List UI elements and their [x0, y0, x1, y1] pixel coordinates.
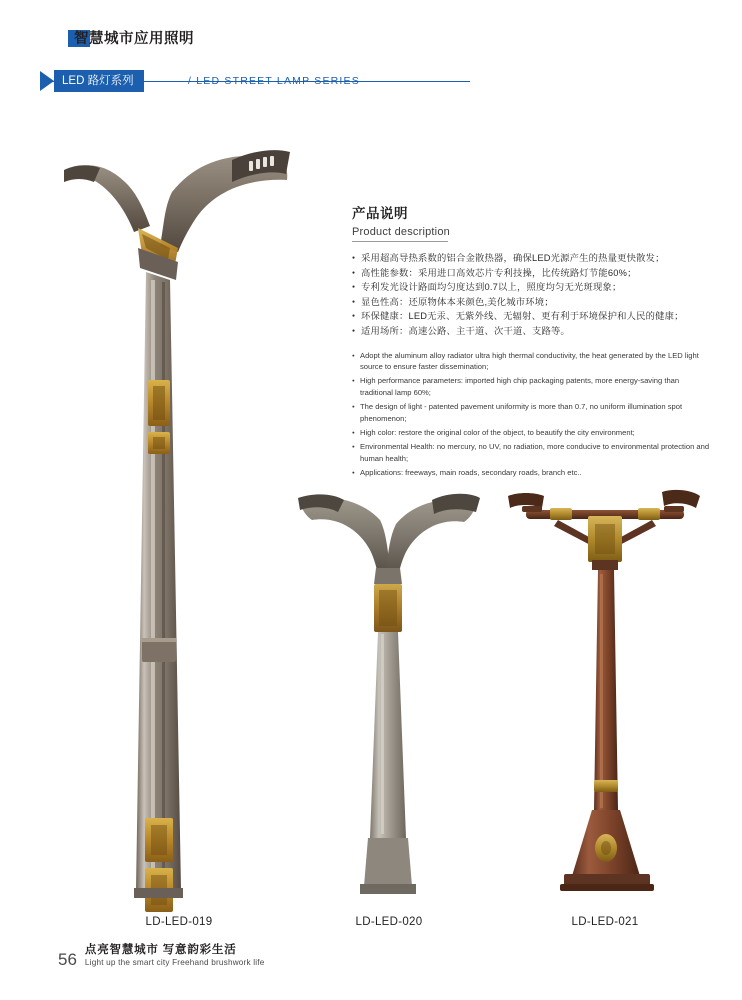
- description-en-list: [352, 350, 712, 479]
- footer-slogan: [85, 943, 265, 968]
- product-caption-ld-led-020: LD-LED-020: [355, 916, 423, 928]
- product-image-ld-led-019: [50, 130, 310, 920]
- footer-slogan-en: Light up the smart city Freehand brushwork life: [84, 958, 265, 967]
- description-title-cn: 产品说明: [352, 206, 408, 221]
- page-header: [0, 28, 742, 88]
- list-item: ● 适用场所：高速公路、主干道、次干道、支路等。: [352, 324, 712, 339]
- header-series-en: / LED STREET LAMP SERIES: [188, 75, 360, 87]
- header-title: 智慧城市应用照明: [74, 31, 194, 47]
- header-series-cn: LED 路灯系列: [54, 70, 144, 92]
- list-item: ● Environmental Health: no mercury, no UV, no radiation, more conducive to environmental protection and human health;: [352, 441, 712, 464]
- list-item: ● High color: restore the original color of the object, to beautify the city environment;: [352, 427, 712, 438]
- list-item: ● High performance parameters: imported high chip packaging patents, more energy-saving than traditional lamp 60%;: [352, 375, 712, 398]
- page-footer: [58, 943, 265, 968]
- list-item: ● 环保健康：LED无汞、无紫外线、无辐射、更有利于环境保护和人民的健康；: [352, 309, 712, 324]
- description-title-en: Product description: [352, 226, 450, 238]
- header-series-band: [40, 70, 470, 92]
- product-caption-ld-led-021: LD-LED-021: [571, 916, 639, 928]
- header-title-band: [68, 28, 194, 50]
- description-divider: [352, 241, 448, 242]
- list-item: ● 采用超高导热系数的铝合金散热器，确保LED光源产生的热量更快散发；: [352, 251, 712, 266]
- product-description: [352, 202, 712, 482]
- header-series-arrow-icon: [40, 71, 54, 91]
- list-item: ● Adopt the aluminum alloy radiator ultra high thermal conductivity, the heat generated by the LED light source to ensure faster dissemination;: [352, 350, 712, 373]
- list-item: ● 高性能参数：采用进口高效芯片专利技操，比传统路灯节能60%；: [352, 266, 712, 281]
- product-caption-ld-led-019: LD-LED-019: [145, 916, 213, 928]
- list-item: ● 显色性高：还原物体本来颜色,美化城市环境；: [352, 295, 712, 310]
- page-number: 56: [58, 950, 77, 969]
- product-image-ld-led-021: [500, 480, 710, 910]
- footer-slogan-cn: 点亮智慧城市 写意韵彩生活: [84, 944, 237, 956]
- description-cn-list: [352, 251, 712, 339]
- product-image-ld-led-020: [284, 488, 494, 908]
- list-item: ● 专利发光设计路面均匀度达到0.7以上，照度均匀无光斑现象；: [352, 280, 712, 295]
- list-item: ● Applications: freeways, main roads, secondary roads, branch etc..: [352, 467, 712, 478]
- list-item: ● The design of light - patented pavement uniformity is more than 0.7, no uniform illumination spot phenomenon;: [352, 401, 712, 424]
